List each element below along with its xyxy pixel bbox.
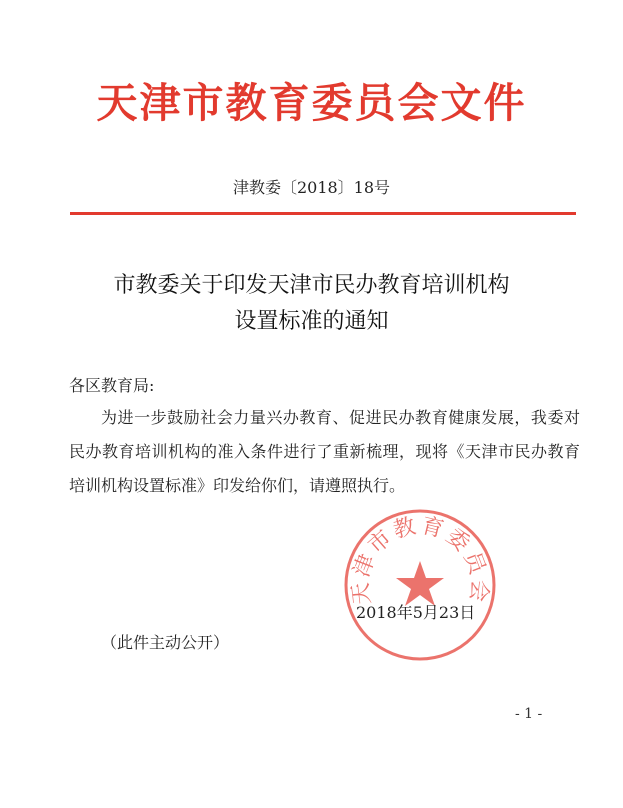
official-seal-icon bbox=[340, 505, 500, 665]
body-paragraph: 为进一步鼓励社会力量兴办教育、促进民办教育健康发展，我委对民办教育培训机构的准入条件进行了重新梳理，现将《天津市民办教育培训机构设置标准》印发给你们，请遵照执行。 bbox=[69, 408, 580, 495]
public-disclosure-note: （此件主动公开） bbox=[101, 633, 230, 652]
greeting: 各区教育局: bbox=[69, 376, 155, 395]
red-divider-line bbox=[70, 212, 576, 215]
page-number: - 1 - bbox=[515, 706, 543, 722]
title-line-2: 设置标准的通知 bbox=[234, 309, 389, 334]
title-line-1: 市教委关于印发天津市民办教育培训机构 bbox=[113, 273, 510, 298]
document-title bbox=[0, 268, 623, 340]
masthead-title: 天津市教育委员会文件 bbox=[96, 79, 527, 127]
seal-text: 天津市教育委员会 bbox=[348, 513, 492, 606]
issue-date: 2018年5月23日 bbox=[356, 603, 476, 622]
document-number: 津教委〔2018〕18号 bbox=[232, 178, 391, 197]
